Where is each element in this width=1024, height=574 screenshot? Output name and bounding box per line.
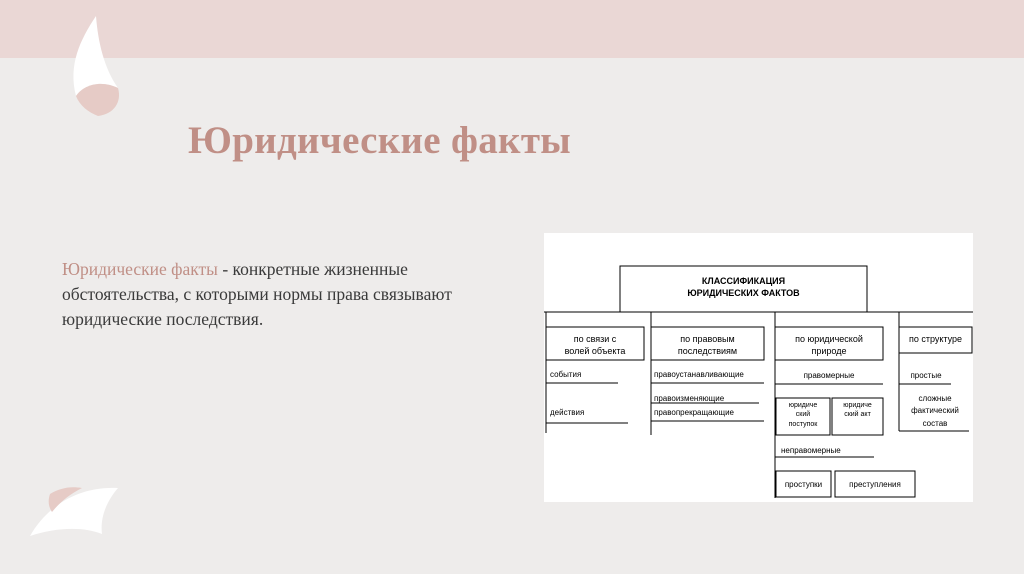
consequences-item-establishing: правоустанавливающие xyxy=(654,370,744,379)
category-consequences-line2: последствиям xyxy=(677,346,738,356)
category-structure-line1: по структуре xyxy=(908,334,963,344)
diagram-root-line2: ЮРИДИЧЕСКИХ ФАКТОВ xyxy=(687,288,800,298)
nature-lawful-sub1-line1: юридиче xyxy=(788,402,818,409)
category-consequences-line1: по правовым xyxy=(680,334,735,344)
consequences-item-terminating: правопрекращающие xyxy=(654,408,734,417)
will-item-events: события xyxy=(550,370,582,379)
nature-unlawful-sub1: проступки xyxy=(784,480,823,489)
classification-diagram xyxy=(544,233,973,502)
nature-unlawful: неправомерные xyxy=(781,446,841,455)
paper-curl-bottom-icon xyxy=(26,478,136,548)
will-item-actions: действия xyxy=(550,408,585,417)
category-nature-line1: по юридической xyxy=(795,334,863,344)
category-nature-line2: природе xyxy=(811,346,847,356)
nature-lawful-sub2-line2: ский акт xyxy=(844,411,871,418)
structure-item-simple: простые xyxy=(910,371,942,380)
classification-diagram-svg xyxy=(544,233,973,502)
nature-lawful-sub1-line2: ский xyxy=(795,411,811,418)
category-will-line1: по связи с xyxy=(573,334,617,344)
nature-unlawful-sub2: преступления xyxy=(849,480,901,489)
structure-item-complex-line1: сложные xyxy=(918,394,952,403)
nature-lawful-sub1-line3: поступок xyxy=(788,421,818,428)
diagram-root-line1: КЛАССИФИКАЦИЯ xyxy=(701,276,786,286)
top-band xyxy=(0,0,1024,58)
slide-title: Юридические факты xyxy=(188,119,572,162)
definition-text: - конкретные жизненные обстоятельства, с которыми нормы права связывают юридические последствия. xyxy=(62,259,452,329)
structure-item-complex-line3: состав xyxy=(922,419,948,428)
paper-curl-top-icon xyxy=(60,10,140,120)
definition-paragraph xyxy=(62,257,522,332)
nature-lawful-sub2-line1: юридиче xyxy=(843,402,872,409)
consequences-item-changing: правоизменяющие xyxy=(654,394,725,403)
nature-lawful: правомерные xyxy=(803,371,855,380)
structure-item-complex-line2: фактический xyxy=(911,406,959,415)
definition-term: Юридические факты xyxy=(62,259,218,279)
category-will-line2: волей объекта xyxy=(564,346,626,356)
